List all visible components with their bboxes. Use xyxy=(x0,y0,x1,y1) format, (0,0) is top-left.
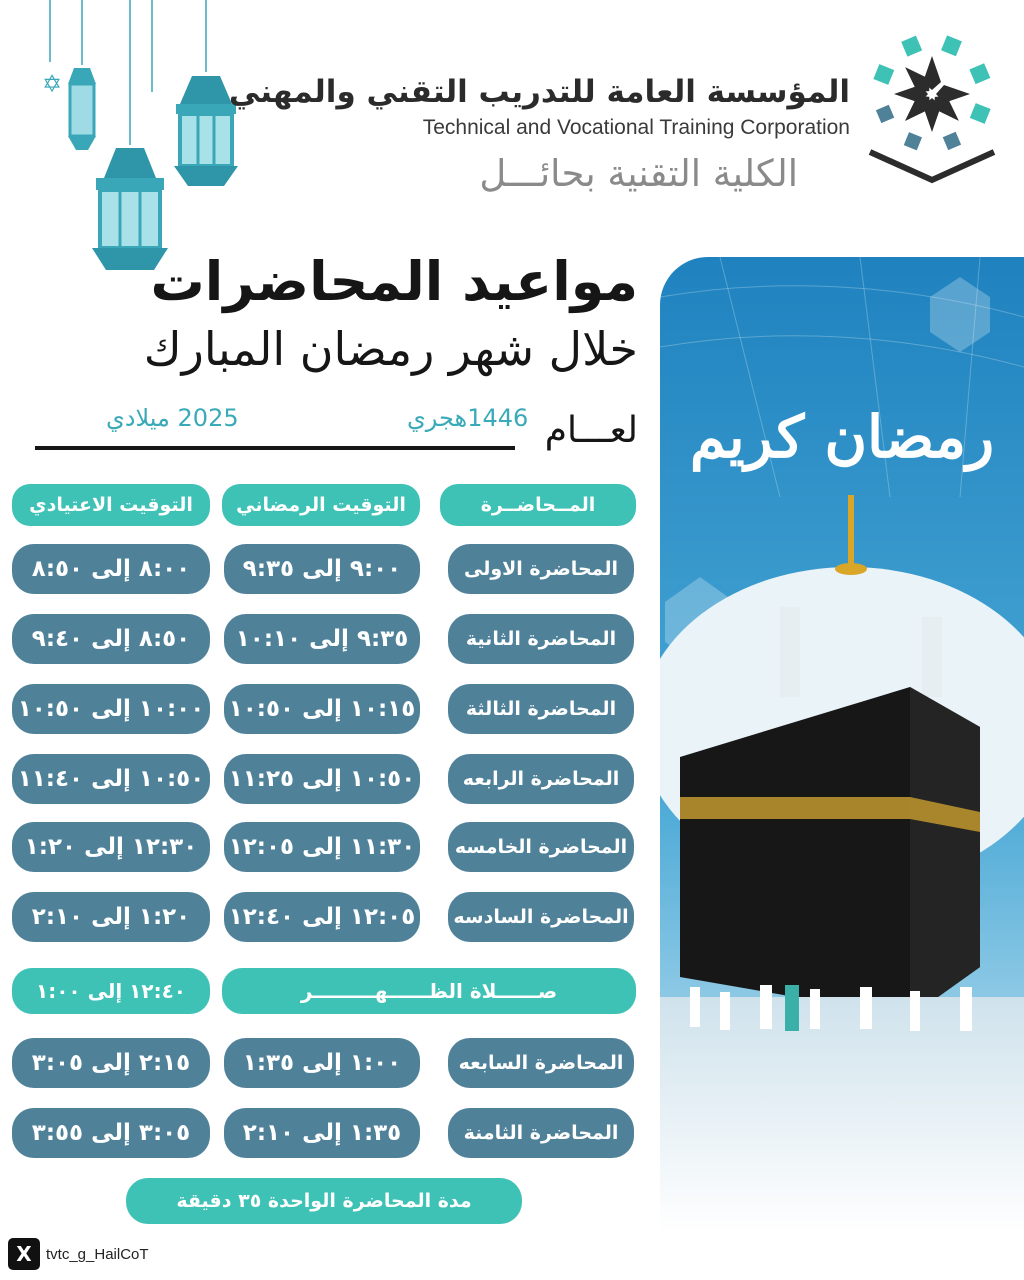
lecture-5-name: المحاضرة الخامسه xyxy=(448,822,634,872)
lecture-4-ramadan: ١٠:٥٠ إلى ١١:٢٥ xyxy=(224,754,420,804)
year-underline xyxy=(35,446,515,450)
star-icon: ✡ xyxy=(42,70,63,98)
header-ramadan-time: التوقيت الرمضاني xyxy=(222,484,420,526)
lecture-1-name: المحاضرة الاولى xyxy=(448,544,634,594)
lecture-7-name: المحاضرة السابعه xyxy=(448,1038,634,1088)
crescent-moon-icon xyxy=(146,96,158,120)
page-subtitle: خلال شهر رمضان المبارك xyxy=(143,322,638,376)
dhuhr-prayer-label: صــــــلاة الظــــــهـــــــــر xyxy=(222,968,636,1014)
hijri-year: 1446هجري xyxy=(407,404,529,432)
lecture-5-normal: ١٢:٣٠ إلى ١:٢٠ xyxy=(12,822,210,872)
lecture-5-ramadan: ١١:٣٠ إلى ١٢:٠٥ xyxy=(224,822,420,872)
social-handle[interactable] xyxy=(8,1238,149,1270)
header-normal-time: التوقيت الاعتيادي xyxy=(12,484,210,526)
lecture-7-ramadan: ١:٠٠ إلى ١:٣٥ xyxy=(224,1038,420,1088)
page-title: مواعيد المحاضرات xyxy=(150,250,638,313)
organization-name-arabic: المؤسسة العامة للتدريب التقني والمهني xyxy=(228,74,850,110)
college-name: الكلية التقنية بحائـــل xyxy=(479,152,798,195)
lecture-3-name: المحاضرة الثالثة xyxy=(448,684,634,734)
kaaba-picture xyxy=(660,257,1024,1233)
lecture-3-normal: ١٠:٠٠ إلى ١٠:٥٠ xyxy=(12,684,210,734)
lecture-4-name: المحاضرة الرابعه xyxy=(448,754,634,804)
ramadan-kareem-calligraphy: رمضان كريم xyxy=(689,403,995,471)
lecture-2-ramadan: ٩:٣٥ إلى ١٠:١٠ xyxy=(224,614,420,664)
social-handle-text: tvtc_g_HailCoT xyxy=(46,1245,149,1263)
lecture-2-normal: ٨:٥٠ إلى ٩:٤٠ xyxy=(12,614,210,664)
lecture-6-name: المحاضرة السادسه xyxy=(448,892,634,942)
gregorian-year: 2025 ميلادي xyxy=(106,404,239,432)
lecture-8-ramadan: ١:٣٥ إلى ٢:١٠ xyxy=(224,1108,420,1158)
lecture-4-normal: ١٠:٥٠ إلى ١١:٤٠ xyxy=(12,754,210,804)
lecture-8-name: المحاضرة الثامنة xyxy=(448,1108,634,1158)
lecture-2-name: المحاضرة الثانية xyxy=(448,614,634,664)
lanterns-decoration xyxy=(30,0,260,285)
lecture-duration-note: مدة المحاضرة الواحدة ٣٥ دقيقة xyxy=(126,1178,522,1224)
lecture-1-ramadan: ٩:٠٠ إلى ٩:٣٥ xyxy=(224,544,420,594)
lecture-8-normal: ٣:٠٥ إلى ٣:٥٥ xyxy=(12,1108,210,1158)
header-lecture: المــحاضــرة xyxy=(440,484,636,526)
lecture-3-ramadan: ١٠:١٥ إلى ١٠:٥٠ xyxy=(224,684,420,734)
lecture-1-normal: ٨:٠٠ إلى ٨:٥٠ xyxy=(12,544,210,594)
lecture-7-normal: ٢:١٥ إلى ٣:٠٥ xyxy=(12,1038,210,1088)
small-star-icon: ✦ xyxy=(146,176,158,192)
year-label: لعـــام xyxy=(544,410,638,451)
dhuhr-prayer-time: ١٢:٤٠ إلى ١:٠٠ xyxy=(12,968,210,1014)
lecture-6-normal: ١:٢٠ إلى ٢:١٠ xyxy=(12,892,210,942)
lecture-6-ramadan: ١٢:٠٥ إلى ١٢:٤٠ xyxy=(224,892,420,942)
organization-name-english: Technical and Vocational Training Corporation xyxy=(422,116,850,139)
x-logo-icon: X xyxy=(8,1238,40,1270)
tvtc-logo-icon xyxy=(866,28,998,186)
lantern-small-icon xyxy=(68,68,96,150)
